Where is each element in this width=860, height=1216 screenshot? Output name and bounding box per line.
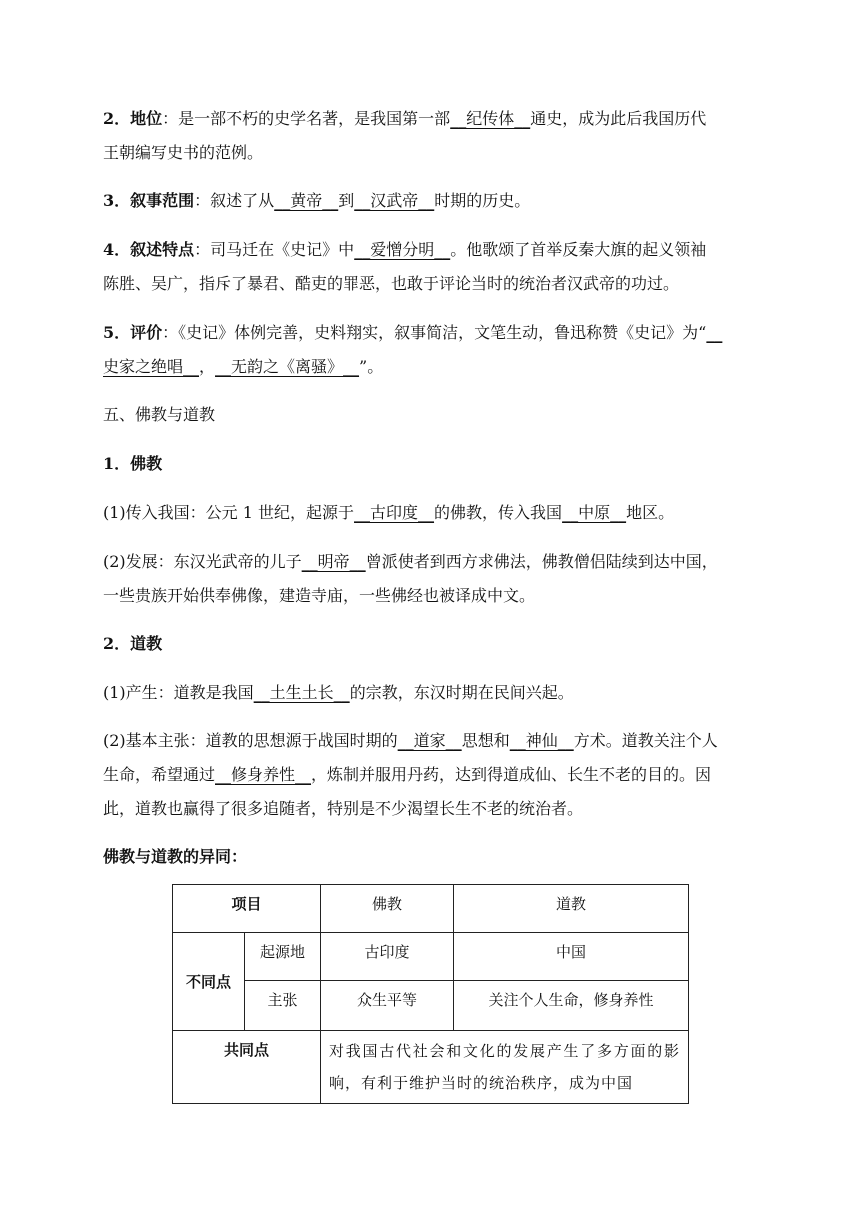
answer-blank: __土生土长__ bbox=[253, 683, 350, 702]
item-number: 5． bbox=[103, 323, 131, 342]
answer-blank: __古印度__ bbox=[354, 503, 435, 522]
answer-blank: __无韵之《离骚》__ bbox=[215, 357, 360, 376]
colon: ： bbox=[194, 240, 211, 259]
comparison-table bbox=[172, 884, 689, 1104]
table-row bbox=[173, 885, 689, 933]
taoism-para-2-line-1 bbox=[103, 724, 763, 758]
similarities-text: 对我国古代社会和文化的发展产生了多方面的影响，有利于维护当时的统治秩序，成为中国 bbox=[321, 1031, 689, 1104]
text: 通史，成为此后我国历代 bbox=[530, 109, 707, 128]
text: 司马迁在《史记》中 bbox=[210, 240, 355, 259]
answer-blank: __ bbox=[706, 323, 723, 342]
origin-buddhism: 古印度 bbox=[321, 933, 454, 981]
buddhism-para-1 bbox=[103, 496, 763, 530]
buddhism-para-2-line-2: 一些贵族开始供奉佛像，建造寺庙，一些佛经也被译成中文。 bbox=[103, 586, 536, 605]
item-label: 地位 bbox=[130, 109, 163, 128]
item-5-line-2 bbox=[103, 350, 763, 384]
text: 曾派使者到西方求佛法，佛教僧侣陆续到达中国， bbox=[365, 552, 718, 571]
text: 到 bbox=[338, 191, 355, 210]
answer-blank: __爱憎分明__ bbox=[354, 240, 451, 259]
colon: ： bbox=[162, 109, 179, 128]
item-label: 评价 bbox=[130, 323, 163, 342]
header-buddhism: 佛教 bbox=[321, 885, 454, 933]
text: ”。 bbox=[359, 357, 384, 376]
text: 是一部不朽的史学名著，是我国第一部 bbox=[178, 109, 451, 128]
item-5-line-1 bbox=[103, 316, 763, 350]
answer-blank: __纪传体__ bbox=[450, 109, 531, 128]
text: 时期的历史。 bbox=[434, 191, 531, 210]
taoism-para-2-line-3: 此，道教也赢得了很多追随者，特别是不少渴望长生不老的统治者。 bbox=[103, 799, 584, 818]
table-row bbox=[173, 933, 689, 981]
answer-blank: __黄帝__ bbox=[274, 191, 339, 210]
text: 叙述了从 bbox=[210, 191, 275, 210]
origin-taoism: 中国 bbox=[454, 933, 689, 981]
buddhism-heading: 1．佛教 bbox=[103, 454, 163, 473]
header-item: 项目 bbox=[173, 885, 321, 933]
colon: ： bbox=[194, 191, 211, 210]
buddhism-para-2-line-1 bbox=[103, 545, 763, 579]
similarities-label: 共同点 bbox=[173, 1031, 321, 1104]
text: 的宗教，东汉时期在民间兴起。 bbox=[349, 683, 574, 702]
text: (1)传入我国：公元 1 世纪，起源于 bbox=[103, 503, 355, 522]
text: 地区。 bbox=[626, 503, 675, 522]
taoism-heading: 2．道教 bbox=[103, 634, 163, 653]
text: 。他歌颂了首举反秦大旗的起义领袖 bbox=[450, 240, 707, 259]
item-3 bbox=[103, 184, 763, 218]
colon: ： bbox=[162, 323, 179, 342]
text: (2)发展：东汉光武帝的儿子 bbox=[103, 552, 302, 571]
comparison-heading: 佛教与道教的异同： bbox=[103, 847, 248, 866]
text: 思想和 bbox=[461, 731, 510, 750]
text: 生命，希望通过 bbox=[103, 765, 216, 784]
table-row bbox=[173, 1031, 689, 1104]
idea-taoism: 关注个人生命，修身养性 bbox=[454, 981, 689, 1031]
item-2-line-2: 王朝编写史书的范例。 bbox=[103, 143, 264, 162]
section-title: 五、佛教与道教 bbox=[103, 405, 216, 424]
origin-label: 起源地 bbox=[245, 933, 321, 981]
header-taoism: 道教 bbox=[454, 885, 689, 933]
item-label: 叙事范围 bbox=[130, 191, 195, 210]
text: (1)产生：道教是我国 bbox=[103, 683, 254, 702]
answer-blank: __道家__ bbox=[397, 731, 462, 750]
text: ， bbox=[199, 357, 216, 376]
item-4-line-1 bbox=[103, 233, 763, 267]
item-number: 4． bbox=[103, 240, 131, 259]
answer-blank: __汉武帝__ bbox=[354, 191, 435, 210]
item-label: 叙述特点 bbox=[130, 240, 195, 259]
text: 的佛教，传入我国 bbox=[434, 503, 563, 522]
text: 方术。道教关注个人 bbox=[573, 731, 718, 750]
answer-blank: __修身养性__ bbox=[215, 765, 312, 784]
text: (2)基本主张：道教的思想源于战国时期的 bbox=[103, 731, 398, 750]
differences-label: 不同点 bbox=[173, 933, 245, 1031]
item-number: 3． bbox=[103, 191, 131, 210]
idea-label: 主张 bbox=[245, 981, 321, 1031]
item-4-line-2: 陈胜、吴广，指斥了暴君、酷吏的罪恶，也敢于评论当时的统治者汉武帝的功过。 bbox=[103, 274, 680, 293]
text: 《史记》体例完善，史料翔实，叙事简洁，文笔生动，鲁迅称赞《史记》为“ bbox=[178, 323, 707, 342]
answer-blank: __明帝__ bbox=[301, 552, 366, 571]
item-2-line-1 bbox=[103, 102, 763, 136]
table-row bbox=[173, 981, 689, 1031]
taoism-para-1 bbox=[103, 676, 763, 710]
answer-blank: 史家之绝唱__ bbox=[103, 357, 200, 376]
answer-blank: __中原__ bbox=[562, 503, 627, 522]
answer-blank: __神仙__ bbox=[509, 731, 574, 750]
text: ，炼制并服用丹药，达到得道成仙、长生不老的目的。因 bbox=[311, 765, 712, 784]
idea-buddhism: 众生平等 bbox=[321, 981, 454, 1031]
taoism-para-2-line-2 bbox=[103, 758, 763, 792]
item-number: 2． bbox=[103, 109, 131, 128]
